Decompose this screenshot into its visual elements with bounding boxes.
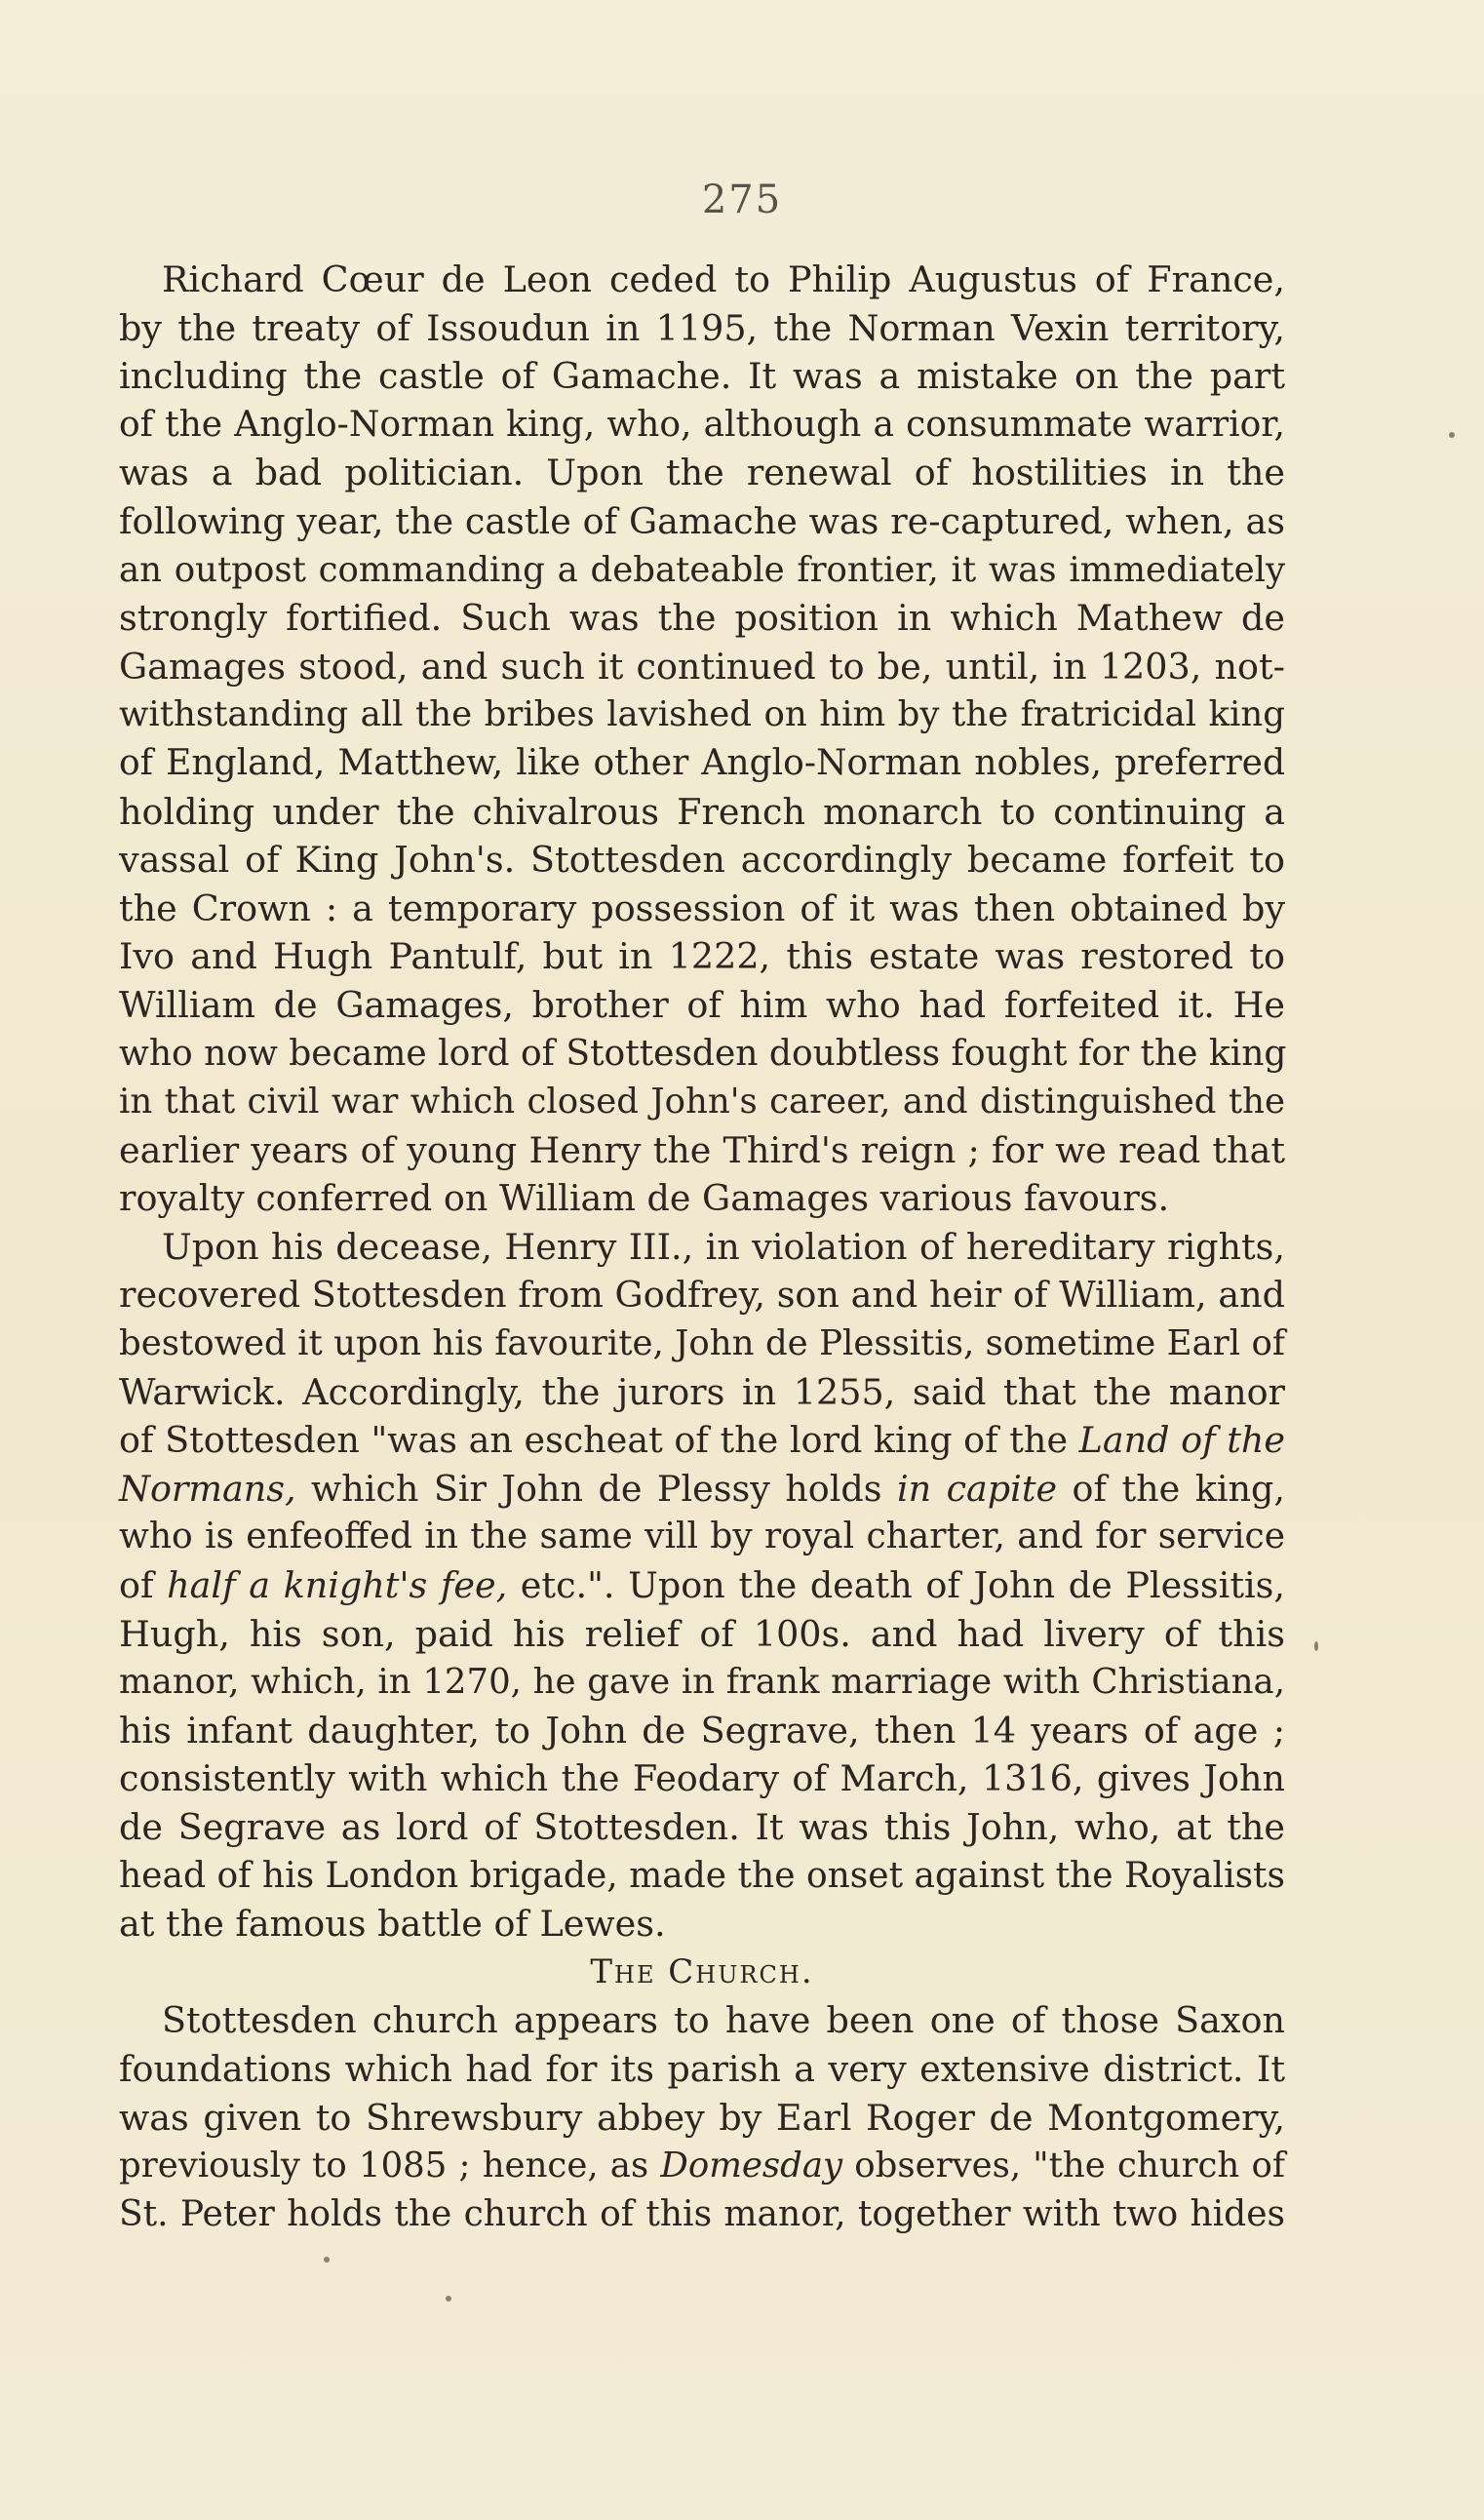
text-run: of the king, [1057,1467,1285,1510]
text-run: which Sir John de Plessy holds [295,1467,897,1510]
page-number: 275 [701,177,783,222]
text-run: holding under the chivalrous French monarch to continuing a [119,790,1285,833]
text-run: was a bad politician. Upon the renewal of hostilities in the [119,452,1285,494]
text-run: Warwick. Accordingly, the jurors in 1255, said that the manor [119,1370,1285,1413]
text-run: his infant daughter, to John de Segrave, then 14 years of age ; [119,1709,1285,1752]
text-line [119,836,1285,885]
text-run: observes, "the church of [842,2146,1286,2186]
paper-speck [1449,432,1455,438]
text-run: of the Anglo-Norman king, who, although a consummate warrior, [119,404,1285,445]
italic-phrase: Domesday [660,2146,843,2186]
italic-phrase: Normans, [119,1467,296,1510]
text-line [119,981,1285,1030]
text-line [119,1319,1285,1368]
paper-speck [1314,1641,1318,1651]
text-run: of England, Matthew, like other Anglo-Norman nobles, preferred [119,742,1285,783]
text-line [119,788,1285,837]
text-line [119,449,1285,497]
text-line [119,1561,1285,1610]
paper-speck [324,2257,330,2263]
text-run: royalty conferred on William de Gamages various favours. [119,1177,1170,1220]
text-run: who now became lord of Stottesden doubtless fought for the king [119,1033,1287,1074]
text-line [119,546,1285,595]
paper-speck [446,2296,451,2302]
text-line [119,885,1285,933]
text-run: in that civil war which closed John's career, and distinguished the [119,1082,1285,1122]
text-line [119,643,1285,691]
text-run: bestowed it upon his favourite, John de Plessitis, sometime Earl of [119,1323,1285,1364]
text-run: earlier years of young Henry the Third's reign ; for we read that [119,1128,1285,1171]
text-line [119,1223,1285,1272]
text-run: including the castle of Gamache. It was a mistake on the part [119,355,1285,398]
text-run: of Stottesden "was an escheat of the lord king of the [119,1419,1079,1462]
text-line [119,1754,1285,1803]
text-line [119,1803,1285,1852]
text-line [119,1900,1285,1949]
text-run: Ivo and Hugh Pantulf, but in 1222, this estate was restored to [119,935,1285,978]
text-run: head of his London brigade, made the onset against the Royalists [119,1855,1285,1896]
text-line [119,690,1285,739]
text-run: William de Gamages, brother of him who had forfeited it. He [119,983,1285,1026]
text-run: Gamages stood, and such it continued to be, until, in 1203, not- [119,645,1285,688]
italic-phrase: in capite [896,1467,1058,1510]
text-run: foundations which had for its parish a very extensive district. It [119,2047,1285,2090]
text-line [119,1610,1285,1659]
text-line [119,1030,1285,1079]
text-line [119,1126,1285,1175]
text-run: of [119,1564,168,1607]
text-line [119,932,1285,981]
text-line [119,1416,1285,1465]
body-text [119,256,1285,2238]
text-line [119,2094,1285,2143]
text-run: the Crown : a temporary possession of it was then obtained by [119,886,1285,929]
section-heading [119,1949,1285,1997]
text-line [119,1996,1285,2045]
text-line [119,304,1285,353]
text-run: Stottesden church appears to have been one of those Saxon [162,1999,1285,2042]
text-run: vassal of King John's. Stottesden accordingly became forfeit to [119,839,1285,882]
text-run: who is enfeoffed in the same vill by royal charter, and for service [119,1516,1285,1557]
text-run: at the famous battle of Lewes. [119,1903,666,1946]
text-line [119,1707,1285,1755]
text-line [119,352,1285,401]
text-line [119,1174,1285,1223]
text-line [119,497,1285,546]
text-line [119,1368,1285,1417]
text-line [119,2045,1285,2094]
text-run: withstanding all the bribes lavished on him by the fratricidal king [119,694,1285,735]
text-line [119,401,1285,450]
text-line [119,1513,1285,1561]
text-run: previously to 1085 ; hence, as [119,2146,661,2186]
italic-phrase: half a knight's fee, [167,1564,508,1607]
text-line [119,1465,1285,1514]
text-run: consistently with which the Feodary of March, 1316, gives John [119,1757,1285,1800]
text-run: by the treaty of Issoudun in 1195, the Norman Vexin territory, [119,306,1285,349]
italic-phrase: Land of the [1078,1419,1285,1462]
text-line [119,1271,1285,1319]
text-line [119,2142,1285,2190]
text-run: strongly fortified. Such was the position in which Mathew de [119,597,1285,640]
text-run: manor, which, in 1270, he gave in frank marriage with Christiana, [119,1662,1285,1703]
text-run: recovered Stottesden from Godfrey, son and heir of William, and [119,1274,1285,1317]
text-run: Upon his decease, Henry III., in violation of hereditary rights, [162,1225,1285,1268]
text-line [119,1852,1285,1901]
text-line [119,2190,1285,2239]
text-run: The Church. [590,1951,814,1991]
text-line [119,256,1285,304]
text-line [119,594,1285,643]
text-run: was given to Shrewsbury abbey by Earl Roger de Montgomery, [119,2096,1285,2139]
text-run: following year, the castle of Gamache was re-captured, when, as [119,499,1285,542]
text-run: de Segrave as lord of Stottesden. It was this John, who, at the [119,1806,1285,1848]
text-run: Richard Cœur de Leon ceded to Philip Augustus of France, [162,258,1285,300]
text-line [119,739,1285,788]
text-line [119,1658,1285,1707]
text-line [119,1078,1285,1126]
text-run: etc.". Upon the death of John de Plessitis, [507,1564,1285,1607]
text-run: an outpost commanding a debateable frontier, it was immediately [119,549,1285,590]
text-run: Hugh, his son, paid his relief of 100s. and had livery of this [119,1612,1285,1655]
text-run: St. Peter holds the church of this manor, together with two hides [119,2193,1285,2234]
